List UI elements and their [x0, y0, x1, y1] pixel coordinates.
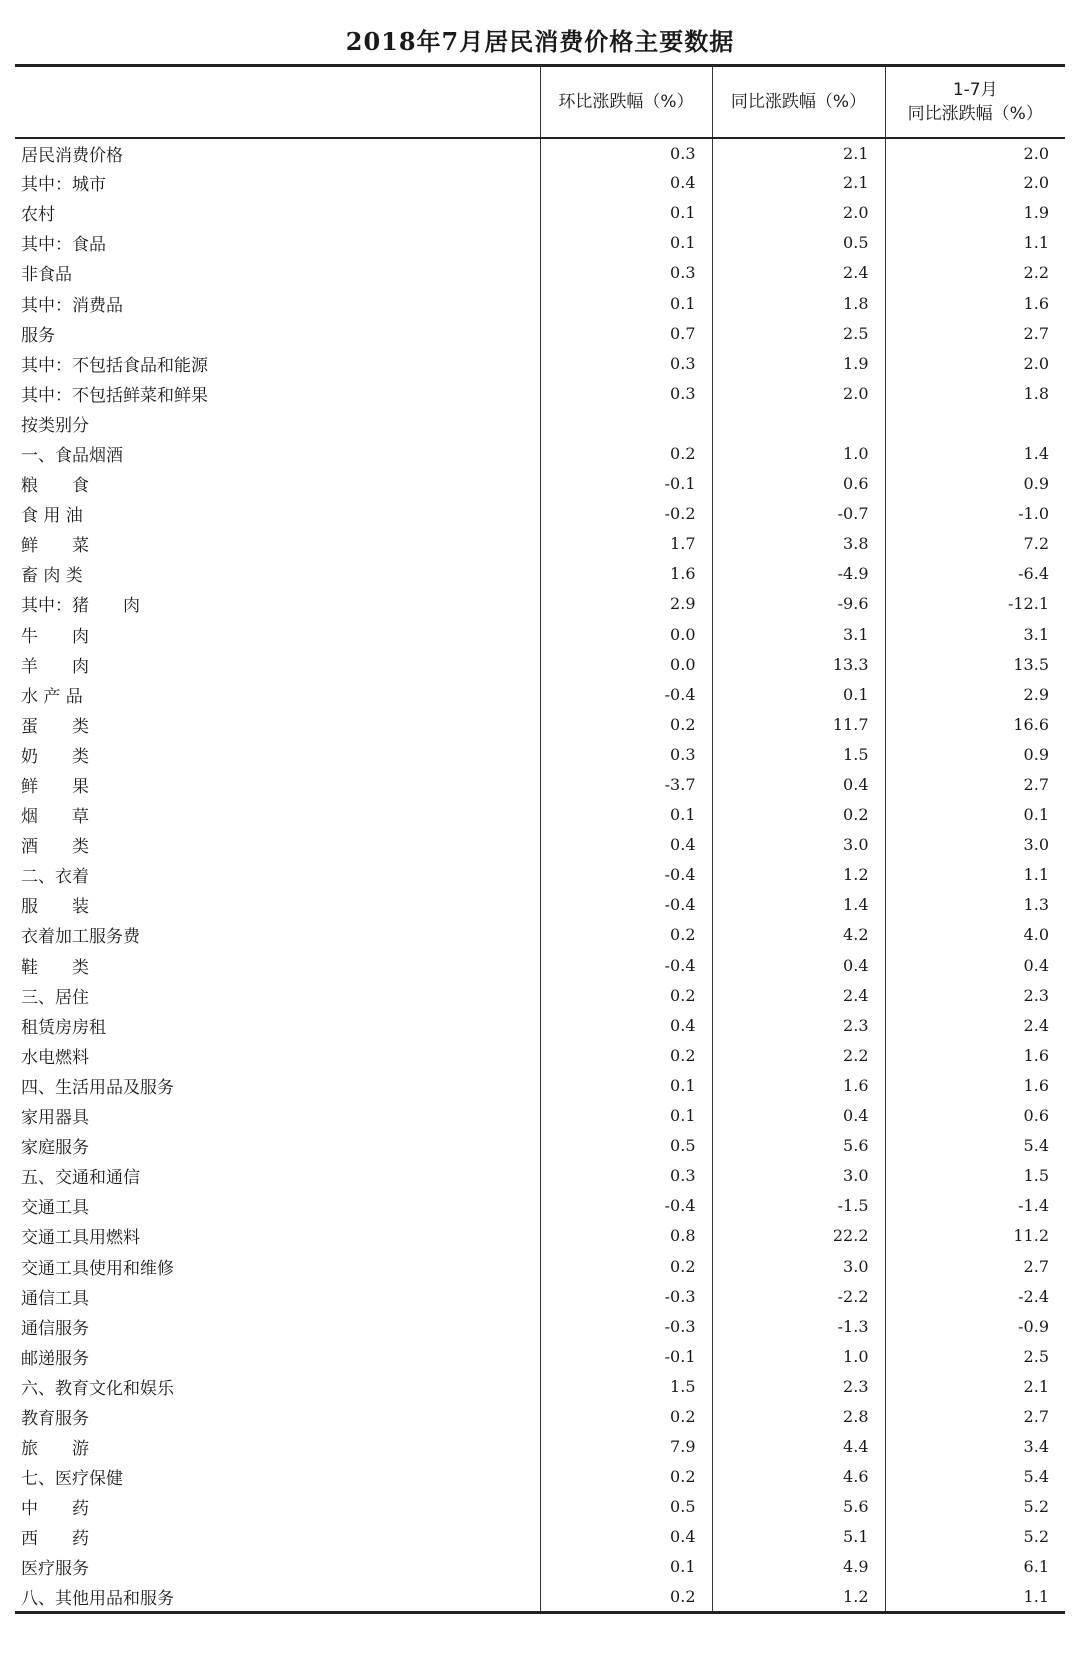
cell-mom: 0.1: [540, 800, 712, 830]
cell-ytd: 5.2: [885, 1492, 1065, 1522]
cell-yoy: 5.6: [712, 1131, 885, 1161]
cell-ytd: -1.0: [885, 499, 1065, 529]
cell-ytd: 3.1: [885, 619, 1065, 649]
table-row: [15, 950, 1065, 980]
cell-mom: -0.4: [540, 1191, 712, 1221]
cell-mom: 0.3: [540, 739, 712, 769]
cell-mom: -0.4: [540, 860, 712, 890]
cell-mom: 0.3: [540, 378, 712, 408]
table-title: 2018年7月居民消费价格主要数据: [345, 27, 735, 56]
header-category: [15, 66, 540, 138]
cell-yoy: 4.4: [712, 1432, 885, 1462]
cell-mom: 0.7: [540, 318, 712, 348]
cell-yoy: 0.2: [712, 800, 885, 830]
cell-mom: 0.1: [540, 1070, 712, 1100]
row-label: 其中：城市: [21, 175, 106, 196]
cell-mom: 1.5: [540, 1371, 712, 1401]
cell-mom: 1.7: [540, 529, 712, 559]
row-label: 食 用 油: [21, 506, 83, 527]
cell-yoy: 2.5: [712, 318, 885, 348]
table-row: [15, 800, 1065, 830]
table-row: [15, 980, 1065, 1010]
row-label: 邮递服务: [21, 1348, 89, 1369]
header-yoy: 同比涨跌幅（%）: [712, 66, 885, 138]
table-row: [15, 1462, 1065, 1492]
cell-ytd: 5.4: [885, 1131, 1065, 1161]
cell-mom: 0.5: [540, 1131, 712, 1161]
cell-mom: 0.2: [540, 709, 712, 739]
row-label: 二、衣着: [21, 867, 89, 888]
table-row: [15, 890, 1065, 920]
cell-mom: -3.7: [540, 769, 712, 799]
table-row: [15, 860, 1065, 890]
table-row: [15, 1341, 1065, 1371]
header-ytd: [885, 66, 1065, 138]
row-label: 七、医疗保健: [21, 1469, 123, 1490]
table-row: [15, 1311, 1065, 1341]
cell-ytd: 1.8: [885, 378, 1065, 408]
row-label: 烟 草: [21, 807, 89, 828]
cell-yoy: 13.3: [712, 649, 885, 679]
row-label: 服 装: [21, 897, 89, 918]
cell-mom: 0.2: [540, 920, 712, 950]
cell-yoy: 1.9: [712, 348, 885, 378]
table-row: [15, 679, 1065, 709]
table-row: [15, 1131, 1065, 1161]
cell-ytd: 5.2: [885, 1522, 1065, 1552]
cell-yoy: 2.4: [712, 980, 885, 1010]
cell-yoy: -1.3: [712, 1311, 885, 1341]
cell-yoy: 1.4: [712, 890, 885, 920]
table-row: [15, 168, 1065, 198]
row-label: 按类别分: [21, 415, 89, 436]
row-label: 服务: [21, 325, 55, 346]
cell-ytd: 0.9: [885, 739, 1065, 769]
cell-yoy: 0.4: [712, 1101, 885, 1131]
cell-ytd: 2.0: [885, 168, 1065, 198]
cell-mom: 0.2: [540, 1582, 712, 1612]
cell-mom: 0.3: [540, 1161, 712, 1191]
cell-yoy: 2.1: [712, 138, 885, 168]
cell-ytd: 2.4: [885, 1010, 1065, 1040]
cell-mom: 0.1: [540, 288, 712, 318]
row-label: 家用器具: [21, 1108, 89, 1129]
cell-yoy: 2.2: [712, 1040, 885, 1070]
row-label: 其中：猪 肉: [21, 596, 140, 617]
table-row: [15, 559, 1065, 589]
table-row: [15, 1401, 1065, 1431]
row-label: 其中：食品: [21, 235, 106, 256]
table-row: [15, 1101, 1065, 1131]
cell-ytd: 1.6: [885, 288, 1065, 318]
cell-yoy: 0.1: [712, 679, 885, 709]
cell-yoy: 0.6: [712, 469, 885, 499]
row-label: 西 药: [21, 1529, 89, 1550]
cell-yoy: -1.5: [712, 1191, 885, 1221]
cell-ytd: 1.1: [885, 228, 1065, 258]
cell-ytd: 2.0: [885, 138, 1065, 168]
cell-mom: 0.3: [540, 348, 712, 378]
cell-yoy: -2.2: [712, 1281, 885, 1311]
cell-ytd: [885, 408, 1065, 438]
table-row: [15, 1191, 1065, 1221]
cell-ytd: 1.6: [885, 1040, 1065, 1070]
row-label: 粮 食: [21, 476, 89, 497]
table-row: [15, 288, 1065, 318]
cell-yoy: -4.9: [712, 559, 885, 589]
cell-mom: -0.2: [540, 499, 712, 529]
cell-yoy: 4.2: [712, 920, 885, 950]
cell-yoy: 5.6: [712, 1492, 885, 1522]
cell-mom: -0.4: [540, 950, 712, 980]
cell-mom: 0.1: [540, 1552, 712, 1582]
cell-yoy: 2.0: [712, 198, 885, 228]
cell-yoy: 1.0: [712, 1341, 885, 1371]
row-label: 三、居住: [21, 987, 89, 1008]
cell-mom: 0.1: [540, 228, 712, 258]
row-label: 交通工具用燃料: [21, 1228, 140, 1249]
cell-ytd: 1.1: [885, 860, 1065, 890]
table-row: [15, 1040, 1065, 1070]
cell-mom: -0.3: [540, 1281, 712, 1311]
cell-mom: 0.4: [540, 1010, 712, 1040]
table-row: [15, 830, 1065, 860]
row-label: 酒 类: [21, 837, 89, 858]
cell-mom: 7.9: [540, 1432, 712, 1462]
row-label: 牛 肉: [21, 626, 89, 647]
cell-mom: 0.1: [540, 1101, 712, 1131]
table-row: [15, 1522, 1065, 1552]
cell-mom: 1.6: [540, 559, 712, 589]
table-row: [15, 1492, 1065, 1522]
cell-ytd: 1.4: [885, 438, 1065, 468]
row-label: 交通工具: [21, 1198, 89, 1219]
cell-mom: 0.0: [540, 619, 712, 649]
cell-ytd: 1.5: [885, 1161, 1065, 1191]
cell-ytd: 2.7: [885, 318, 1065, 348]
table-row: [15, 1010, 1065, 1040]
row-label: 教育服务: [21, 1408, 89, 1429]
row-label: 八、其他用品和服务: [15, 1582, 540, 1612]
cpi-table: [15, 64, 1065, 1614]
row-label: 农村: [21, 205, 55, 226]
cell-mom: 0.0: [540, 649, 712, 679]
cell-mom: 0.1: [540, 198, 712, 228]
table-body: [15, 138, 1065, 1613]
table-row: [15, 920, 1065, 950]
cell-yoy: 2.0: [712, 378, 885, 408]
table-row: [15, 469, 1065, 499]
cell-ytd: 2.3: [885, 980, 1065, 1010]
cell-mom: 2.9: [540, 589, 712, 619]
row-label: 其中：不包括鲜菜和鲜果: [21, 385, 208, 406]
cell-ytd: 4.0: [885, 920, 1065, 950]
table-row: [15, 1552, 1065, 1582]
table-row: [15, 529, 1065, 559]
cell-yoy: 3.8: [712, 529, 885, 559]
cell-yoy: 1.0: [712, 438, 885, 468]
cell-ytd: 1.3: [885, 890, 1065, 920]
row-label: 非食品: [21, 265, 72, 286]
cell-mom: 0.2: [540, 1040, 712, 1070]
cell-mom: 0.3: [540, 258, 712, 288]
cell-yoy: 1.2: [712, 860, 885, 890]
cell-ytd: 16.6: [885, 709, 1065, 739]
table-header: [15, 66, 1065, 138]
cell-mom: 0.4: [540, 1522, 712, 1552]
cell-mom: 0.8: [540, 1221, 712, 1251]
row-label: 通信服务: [21, 1318, 89, 1339]
table-row: [15, 438, 1065, 468]
cell-yoy: [712, 408, 885, 438]
cell-ytd: 2.9: [885, 679, 1065, 709]
cell-yoy: 5.1: [712, 1522, 885, 1552]
cell-ytd: 5.4: [885, 1462, 1065, 1492]
table-row: [15, 318, 1065, 348]
cell-ytd: 0.4: [885, 950, 1065, 980]
cell-ytd: 2.5: [885, 1341, 1065, 1371]
cell-ytd: -1.4: [885, 1191, 1065, 1221]
table-row: [15, 1582, 1065, 1612]
cell-yoy: 4.6: [712, 1462, 885, 1492]
cell-yoy: 11.7: [712, 709, 885, 739]
cell-yoy: 0.5: [712, 228, 885, 258]
cell-yoy: -0.7: [712, 499, 885, 529]
cell-ytd: 2.2: [885, 258, 1065, 288]
row-label: 其中：消费品: [21, 295, 123, 316]
cell-yoy: 0.4: [712, 950, 885, 980]
row-label: 租赁房房租: [21, 1017, 106, 1038]
cell-ytd: -12.1: [885, 589, 1065, 619]
cell-yoy: 0.4: [712, 769, 885, 799]
row-label: 其中：不包括食品和能源: [21, 355, 208, 376]
cell-yoy: 3.0: [712, 1251, 885, 1281]
cell-yoy: 22.2: [712, 1221, 885, 1251]
cell-mom: 0.2: [540, 1251, 712, 1281]
cell-ytd: 0.9: [885, 469, 1065, 499]
table-row: [15, 739, 1065, 769]
header-ytd-line2: 同比涨跌幅（%）: [907, 103, 1043, 124]
cell-yoy: 2.1: [712, 168, 885, 198]
cell-mom: [540, 408, 712, 438]
row-label: 五、交通和通信: [21, 1168, 140, 1189]
row-label: 一、食品烟酒: [21, 445, 123, 466]
cell-mom: -0.1: [540, 1341, 712, 1371]
table-row: [15, 378, 1065, 408]
cell-mom: -0.4: [540, 890, 712, 920]
table-row: [15, 499, 1065, 529]
cell-ytd: 13.5: [885, 649, 1065, 679]
cell-ytd: 1.9: [885, 198, 1065, 228]
table-row: [15, 138, 1065, 168]
row-label: 奶 类: [21, 746, 89, 767]
table-row: [15, 1281, 1065, 1311]
cell-yoy: 2.3: [712, 1371, 885, 1401]
cell-yoy: 3.1: [712, 619, 885, 649]
cell-mom: -0.1: [540, 469, 712, 499]
cell-ytd: 0.6: [885, 1101, 1065, 1131]
row-label: 六、教育文化和娱乐: [21, 1378, 174, 1399]
row-label: 鲜 菜: [21, 536, 89, 557]
table-row: [15, 1221, 1065, 1251]
row-label: 交通工具使用和维修: [21, 1258, 174, 1279]
cell-yoy: 1.2: [712, 1582, 885, 1612]
cell-yoy: 2.3: [712, 1010, 885, 1040]
table-row: [15, 258, 1065, 288]
cell-ytd: 6.1: [885, 1552, 1065, 1582]
cell-yoy: 1.8: [712, 288, 885, 318]
table-row: [15, 589, 1065, 619]
cell-mom: -0.3: [540, 1311, 712, 1341]
cell-mom: 0.2: [540, 1401, 712, 1431]
table-row: [15, 198, 1065, 228]
row-label: 家庭服务: [21, 1138, 89, 1159]
cell-yoy: 3.0: [712, 830, 885, 860]
cell-yoy: -9.6: [712, 589, 885, 619]
row-label: 居民消费价格: [21, 145, 123, 166]
row-label: 旅 游: [21, 1439, 89, 1460]
cell-ytd: 3.0: [885, 830, 1065, 860]
header-ytd-line1: 1-7月: [952, 79, 998, 100]
cell-ytd: 2.7: [885, 769, 1065, 799]
cell-ytd: 1.1: [885, 1582, 1065, 1612]
table-row: [15, 228, 1065, 258]
cell-ytd: 0.1: [885, 800, 1065, 830]
cell-yoy: 1.5: [712, 739, 885, 769]
cell-ytd: -6.4: [885, 559, 1065, 589]
table-row: [15, 1070, 1065, 1100]
table-row: [15, 408, 1065, 438]
row-label: 中 药: [21, 1499, 89, 1520]
header-row: [15, 66, 1065, 138]
row-label: 鞋 类: [21, 957, 89, 978]
cell-ytd: -2.4: [885, 1281, 1065, 1311]
table-row: [15, 1161, 1065, 1191]
table-row: [15, 619, 1065, 649]
table-row: [15, 1432, 1065, 1462]
cell-mom: -0.4: [540, 679, 712, 709]
cell-ytd: 1.6: [885, 1070, 1065, 1100]
table-row: [15, 1371, 1065, 1401]
row-label: 医疗服务: [21, 1559, 89, 1580]
row-label: 四、生活用品及服务: [21, 1077, 174, 1098]
cell-ytd: 2.1: [885, 1371, 1065, 1401]
cell-ytd: 2.7: [885, 1251, 1065, 1281]
cell-mom: 0.4: [540, 168, 712, 198]
cell-mom: 0.4: [540, 830, 712, 860]
cell-mom: 0.5: [540, 1492, 712, 1522]
row-label: 蛋 类: [21, 716, 89, 737]
row-label: 通信工具: [21, 1288, 89, 1309]
cell-yoy: 3.0: [712, 1161, 885, 1191]
row-label: 鲜 果: [21, 777, 89, 798]
cell-ytd: 2.0: [885, 348, 1065, 378]
row-label: 畜 肉 类: [21, 566, 83, 587]
cell-ytd: -0.9: [885, 1311, 1065, 1341]
row-label: 衣着加工服务费: [21, 927, 140, 948]
cell-ytd: 7.2: [885, 529, 1065, 559]
cell-yoy: 2.8: [712, 1401, 885, 1431]
cell-yoy: 1.6: [712, 1070, 885, 1100]
cell-ytd: 11.2: [885, 1221, 1065, 1251]
cell-mom: 0.2: [540, 980, 712, 1010]
table-row: [15, 709, 1065, 739]
cell-yoy: 4.9: [712, 1552, 885, 1582]
row-label: 羊 肉: [21, 656, 89, 677]
table-row: [15, 1251, 1065, 1281]
row-label: 水 产 品: [21, 686, 83, 707]
cell-ytd: 2.7: [885, 1401, 1065, 1431]
cell-mom: 0.2: [540, 438, 712, 468]
table-row: [15, 348, 1065, 378]
cell-ytd: 3.4: [885, 1432, 1065, 1462]
table-row: [15, 769, 1065, 799]
header-mom: 环比涨跌幅（%）: [540, 66, 712, 138]
table-row: [15, 649, 1065, 679]
row-label: 水电燃料: [21, 1047, 89, 1068]
cell-yoy: 2.4: [712, 258, 885, 288]
cell-mom: 0.3: [540, 138, 712, 168]
cell-mom: 0.2: [540, 1462, 712, 1492]
